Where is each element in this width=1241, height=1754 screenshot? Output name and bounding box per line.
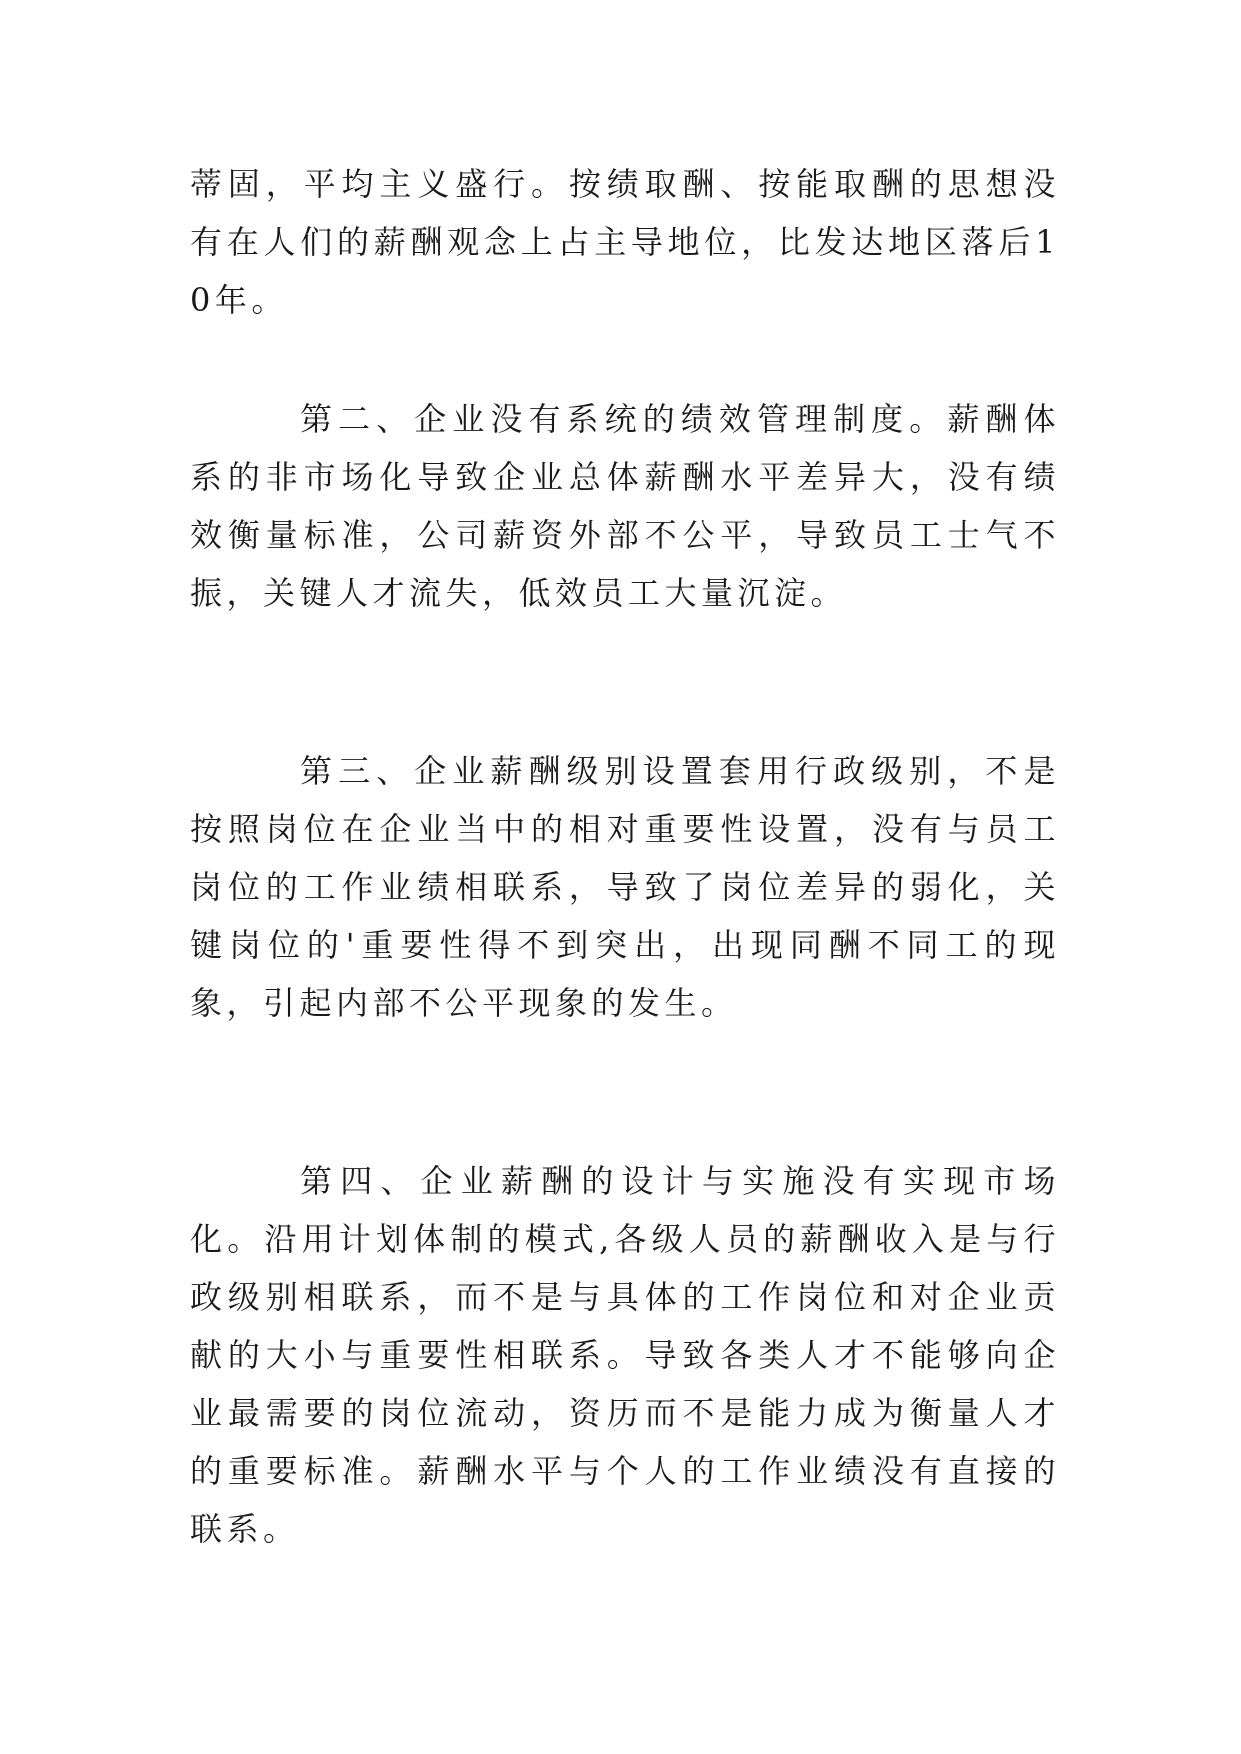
paragraph-second-point: 第二、企业没有系统的绩效管理制度。薪酬体系的非市场化导致企业总体薪酬水平差异大，没有绩效衡量标准，公司薪资外部不公平，导致员工士气不振，关键人才流失，低效员工大量沉淀。: [190, 400, 1060, 612]
paragraph-fourth-point: 第四、企业薪酬的设计与实施没有实现市场化。沿用计划体制的模式,各级人员的薪酬收入是与行政级别相联系，而不是与具体的工作岗位和对企业贡献的大小与重要性相联系。导致各类人才不能够向企业最需要的岗位流动，资历而不是能力成为衡量人才的重要标准。薪酬水平与个人的工作业绩没有直接的联系。: [190, 1162, 1060, 1548]
paragraph-third-point: 第三、企业薪酬级别设置套用行政级别，不是按照岗位在企业当中的相对重要性设置，没有与员工岗位的工作业绩相联系，导致了岗位差异的弱化，关键岗位的'重要性得不到突出，出现同酬不同工的现象，引起内部不公平现象的发生。: [190, 752, 1060, 1022]
paragraph-continuation: 蒂固，平均主义盛行。按绩取酬、按能取酬的思想没有在人们的薪酬观念上占主导地位，比发达地区落后10年。: [190, 165, 1060, 319]
